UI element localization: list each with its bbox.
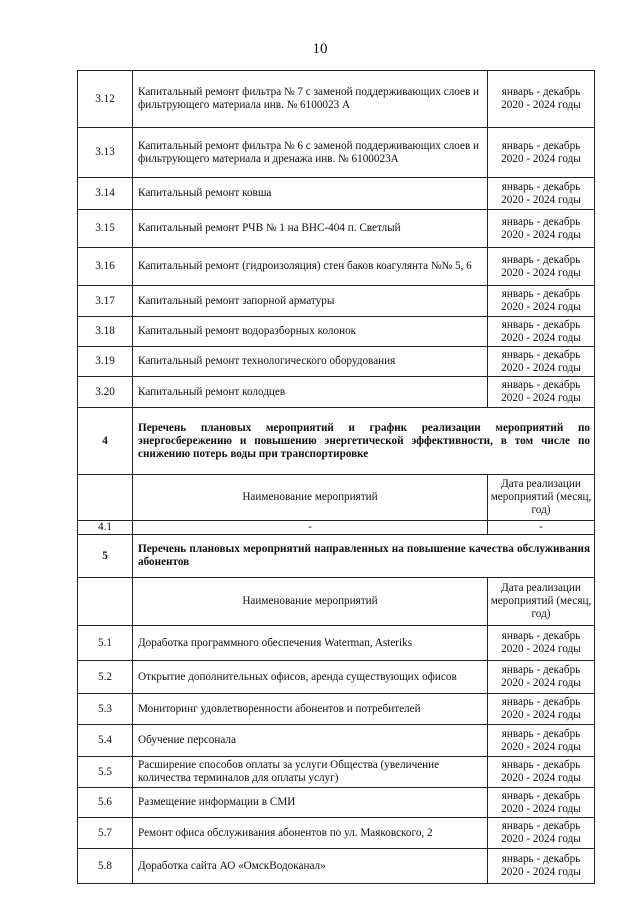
- table-row: [78, 849, 595, 884]
- table-body-section5: [78, 626, 595, 884]
- row-name: Размещение информации в СМИ: [133, 788, 488, 818]
- page-number: 10: [312, 41, 328, 57]
- row-date-months: январь - декабрь: [501, 727, 581, 740]
- row-date: [488, 626, 595, 661]
- row-number: 5.6: [78, 788, 133, 818]
- row-name: -: [133, 521, 488, 535]
- section-4-col-name-header: Наименование мероприятий: [133, 475, 488, 521]
- measures-table: [77, 70, 595, 884]
- row-date-months: январь - декабрь: [501, 348, 581, 361]
- row-number: 5.2: [78, 661, 133, 694]
- section-5-number: 5: [78, 535, 133, 578]
- section-4-title-row: [78, 408, 595, 475]
- section-4-col-date-header: Дата реализации мероприятий (месяц, год): [488, 475, 595, 521]
- row-name: Открытие дополнительных офисов, аренда существующих офисов: [133, 661, 488, 694]
- row-name: Капитальный ремонт колодцев: [133, 377, 488, 408]
- row-number: 5.1: [78, 626, 133, 661]
- section-4-number: 4: [78, 408, 133, 475]
- row-date-years: 2020 - 2024 годы: [501, 802, 581, 815]
- row-date-months: январь - декабрь: [501, 253, 581, 266]
- section-4-title: Перечень плановых мероприятий и график реализации мероприятий по энергосбережению и повышению энергетической эффективности, в том числе по снижению потерь воды при транспортировке: [133, 408, 595, 475]
- row-date: [488, 757, 595, 788]
- row-name: Капитальный ремонт водоразборных колонок: [133, 317, 488, 347]
- table-row: [78, 128, 595, 178]
- row-date: [488, 661, 595, 694]
- section-4-header-row: [78, 475, 595, 521]
- section-5-col-date-header: Дата реализации мероприятий (месяц, год): [488, 578, 595, 626]
- row-name: Мониторинг удовлетворенности абонентов и потребителей: [133, 694, 488, 725]
- row-date-years: 2020 - 2024 годы: [501, 331, 581, 344]
- table-body-section4: [78, 408, 595, 626]
- row-date-months: январь - декабрь: [501, 139, 581, 152]
- table-row: [78, 757, 595, 788]
- row-date-months: январь - декабрь: [501, 288, 581, 300]
- section-5-header-empty: [78, 578, 133, 626]
- row-number: 3.15: [78, 210, 133, 248]
- row-date-years: 2020 - 2024 годы: [501, 833, 581, 845]
- row-number: 3.16: [78, 248, 133, 286]
- row-name: Доработка программного обеспечения Waterman, Asteriks: [133, 626, 488, 661]
- row-number: 5.5: [78, 757, 133, 788]
- table-row: [78, 317, 595, 347]
- row-date-months: январь - декабрь: [501, 318, 581, 331]
- table-row: [78, 377, 595, 408]
- row-name: Обучение персонала: [133, 725, 488, 757]
- table-row: [78, 248, 595, 286]
- table-row: [78, 178, 595, 210]
- row-date-years: 2020 - 2024 годы: [501, 361, 581, 374]
- table-row: [78, 661, 595, 694]
- table-body-section3: [78, 71, 595, 408]
- row-date-years: 2020 - 2024 годы: [501, 99, 581, 111]
- table-row: [78, 286, 595, 317]
- table-row: [78, 210, 595, 248]
- section-5-col-name-header: Наименование мероприятий: [133, 578, 488, 626]
- row-name: Капитальный ремонт фильтра № 6 с заменой поддерживающих слоев и фильтрующего материала и дренажа инв. № 6100023А: [133, 128, 488, 178]
- row-name: Капитальный ремонт фильтра № 7 с заменой поддерживающих слоев и фильтрующего материала инв. № 6100023 А: [133, 71, 488, 128]
- row-date-months: январь - декабрь: [501, 664, 581, 676]
- row-date-years: 2020 - 2024 годы: [501, 152, 581, 165]
- row-date-months: январь - декабрь: [501, 759, 581, 771]
- row-number: 5.3: [78, 694, 133, 725]
- table-row: [78, 725, 595, 757]
- row-date-months: январь - декабрь: [501, 379, 581, 391]
- row-date: [488, 788, 595, 818]
- table-row: [78, 626, 595, 661]
- row-date: [488, 248, 595, 286]
- row-date-years: 2020 - 2024 годы: [501, 677, 581, 689]
- row-date-months: январь - декабрь: [501, 86, 581, 98]
- table-row: [78, 788, 595, 818]
- row-name: Ремонт офиса обслуживания абонентов по ул. Маяковского, 2: [133, 818, 488, 849]
- row-name: Капитальный ремонт (гидроизоляция) стен баков коагулянта №№ 5, 6: [133, 248, 488, 286]
- row-date: -: [488, 521, 595, 535]
- row-date: [488, 694, 595, 725]
- row-date: [488, 347, 595, 377]
- row-date-years: 2020 - 2024 годы: [501, 266, 581, 279]
- row-name: Расширение способов оплаты за услуги Общества (увеличение количества терминалов для оплаты услуг): [133, 757, 488, 788]
- row-date: [488, 286, 595, 317]
- row-number: 3.20: [78, 377, 133, 408]
- row-date-years: 2020 - 2024 годы: [501, 193, 581, 206]
- row-date: [488, 377, 595, 408]
- row-number: 4.1: [78, 521, 133, 535]
- table-row: [78, 818, 595, 849]
- row-date-months: январь - декабрь: [501, 696, 581, 708]
- row-date-months: январь - декабрь: [501, 820, 581, 832]
- row-date-years: 2020 - 2024 годы: [501, 709, 581, 721]
- row-date: [488, 725, 595, 757]
- row-date: [488, 178, 595, 210]
- row-name: Доработка сайта АО «ОмскВодоканал»: [133, 849, 488, 884]
- row-date-years: 2020 - 2024 годы: [501, 866, 581, 878]
- row-date: [488, 317, 595, 347]
- table-row: [78, 347, 595, 377]
- row-name: Капитальный ремонт ковша: [133, 178, 488, 210]
- table-row: [78, 521, 595, 535]
- row-date: [488, 818, 595, 849]
- row-date-months: январь - декабрь: [501, 180, 581, 193]
- row-name: Капитальный ремонт РЧВ № 1 на ВНС-404 п. Светлый: [133, 210, 488, 248]
- row-date-years: 2020 - 2024 годы: [501, 392, 581, 404]
- row-number: 3.19: [78, 347, 133, 377]
- row-number: 5.4: [78, 725, 133, 757]
- table-row: [78, 71, 595, 128]
- row-date-years: 2020 - 2024 годы: [501, 301, 581, 313]
- row-number: 3.18: [78, 317, 133, 347]
- row-date: [488, 849, 595, 884]
- row-number: 3.14: [78, 178, 133, 210]
- table-row: [78, 694, 595, 725]
- row-number: 5.7: [78, 818, 133, 849]
- row-date: [488, 210, 595, 248]
- row-date-years: 2020 - 2024 годы: [501, 643, 581, 655]
- row-date: [488, 71, 595, 128]
- row-name: Капитальный ремонт запорной арматуры: [133, 286, 488, 317]
- row-number: 3.17: [78, 286, 133, 317]
- row-date-years: 2020 - 2024 годы: [501, 772, 581, 784]
- section-5-title-row: [78, 535, 595, 578]
- row-number: 3.12: [78, 71, 133, 128]
- row-date-months: январь - декабрь: [501, 630, 581, 642]
- row-date-months: январь - декабрь: [501, 789, 581, 802]
- row-date: [488, 128, 595, 178]
- section-5-title: Перечень плановых мероприятий направленных на повышение качества обслуживания абонентов: [133, 535, 595, 578]
- row-date-years: 2020 - 2024 годы: [501, 228, 581, 241]
- row-name: Капитальный ремонт технологического оборудования: [133, 347, 488, 377]
- row-date-years: 2020 - 2024 годы: [501, 740, 581, 753]
- section-5-header-row: [78, 578, 595, 626]
- section-4-header-empty: [78, 475, 133, 521]
- row-date-months: январь - декабрь: [501, 215, 581, 228]
- row-date-months: январь - декабрь: [501, 853, 581, 865]
- row-number: 3.13: [78, 128, 133, 178]
- row-number: 5.8: [78, 849, 133, 884]
